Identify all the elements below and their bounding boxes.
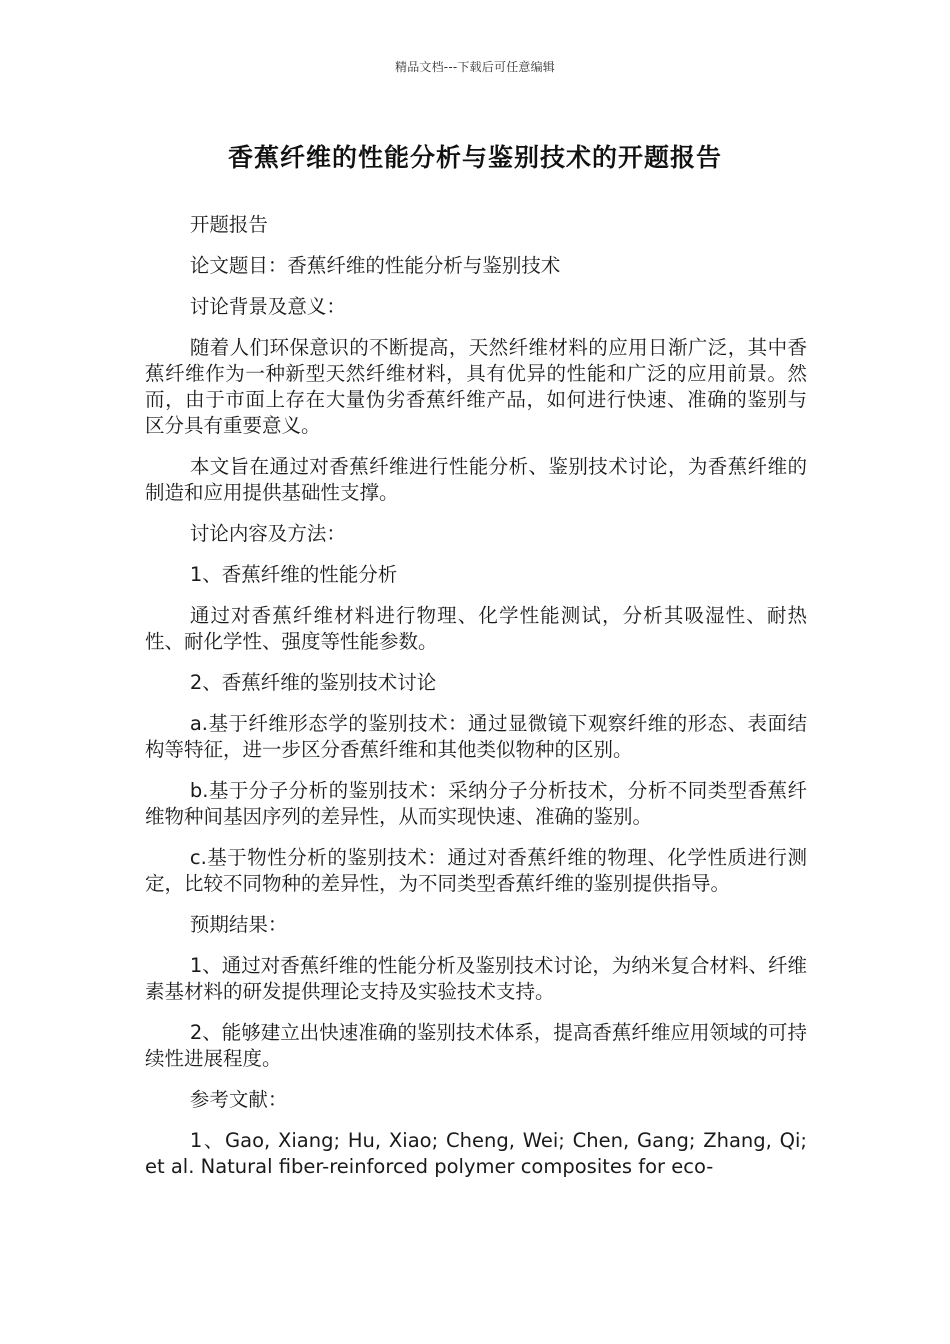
paragraph-expected-2: 2、能够建立出快速准确的鉴别技术体系，提高香蕉纤维应用领域的可持续性进展程度。 bbox=[145, 1021, 807, 1070]
list-item-identification: 2、香蕉纤维的鉴别技术讨论 bbox=[189, 671, 437, 694]
section-heading-expected: 预期结果： bbox=[189, 913, 288, 936]
list-item-performance-analysis: 1、香蕉纤维的性能分析 bbox=[189, 563, 398, 586]
section-heading-references: 参考文献： bbox=[189, 1088, 288, 1111]
paragraph-method-a: a.基于纤维形态学的鉴别技术：通过显微镜下观察纤维的形态、表面结构等特征，进一步区分香蕉纤维和其他类似物种的区别。 bbox=[145, 712, 807, 761]
paragraph-method-b: b.基于分子分析的鉴别技术：采纳分子分析技术，分析不同类型香蕉纤维物种间基因序列的差异性，从而实现快速、准确的鉴别。 bbox=[145, 779, 807, 828]
paragraph-expected-1: 1、通过对香蕉纤维的性能分析及鉴别技术讨论，为纳米复合材料、纤维素基材料的研发提供理论支持及实验技术支持。 bbox=[145, 954, 807, 1003]
paragraph-background: 随着人们环保意识的不断提高，天然纤维材料的应用日渐广泛，其中香蕉纤维作为一种新型天然纤维材料，具有优异的性能和广泛的应用前景。然而，由于市面上存在大量伪劣香蕉纤维产品，如何进行快速、准确的鉴别与区分具有重要意义。 bbox=[145, 336, 807, 437]
paragraph-purpose: 本文旨在通过对香蕉纤维进行性能分析、鉴别技术讨论，为香蕉纤维的制造和应用提供基础性支撑。 bbox=[145, 455, 807, 504]
paragraph-thesis-title: 论文题目：香蕉纤维的性能分析与鉴别技术 bbox=[189, 254, 561, 277]
paragraph-method-c: c.基于物性分析的鉴别技术：通过对香蕉纤维的物理、化学性质进行测定，比较不同物种的差异性，为不同类型香蕉纤维的鉴别提供指导。 bbox=[145, 846, 807, 895]
header-note: 精品文档---下载后可任意编辑 bbox=[395, 60, 555, 74]
paragraph-performance-analysis: 通过对香蕉纤维材料进行物理、化学性能测试，分析其吸湿性、耐热性、耐化学性、强度等性能参数。 bbox=[145, 604, 807, 653]
paragraph-report-label: 开题报告 bbox=[189, 213, 268, 236]
section-heading-background: 讨论背景及意义： bbox=[189, 295, 346, 318]
section-heading-methods: 讨论内容及方法： bbox=[189, 522, 346, 545]
document-body bbox=[145, 212, 807, 1195]
document-title: 香蕉纤维的性能分析与鉴别技术的开题报告 bbox=[227, 143, 722, 172]
reference-item-1: 1、Gao, Xiang; Hu, Xiao; Cheng, Wei; Chen, Gang; Zhang, Qi; et al. Natural fiber-reinforced polymer composites for eco- bbox=[145, 1129, 807, 1178]
